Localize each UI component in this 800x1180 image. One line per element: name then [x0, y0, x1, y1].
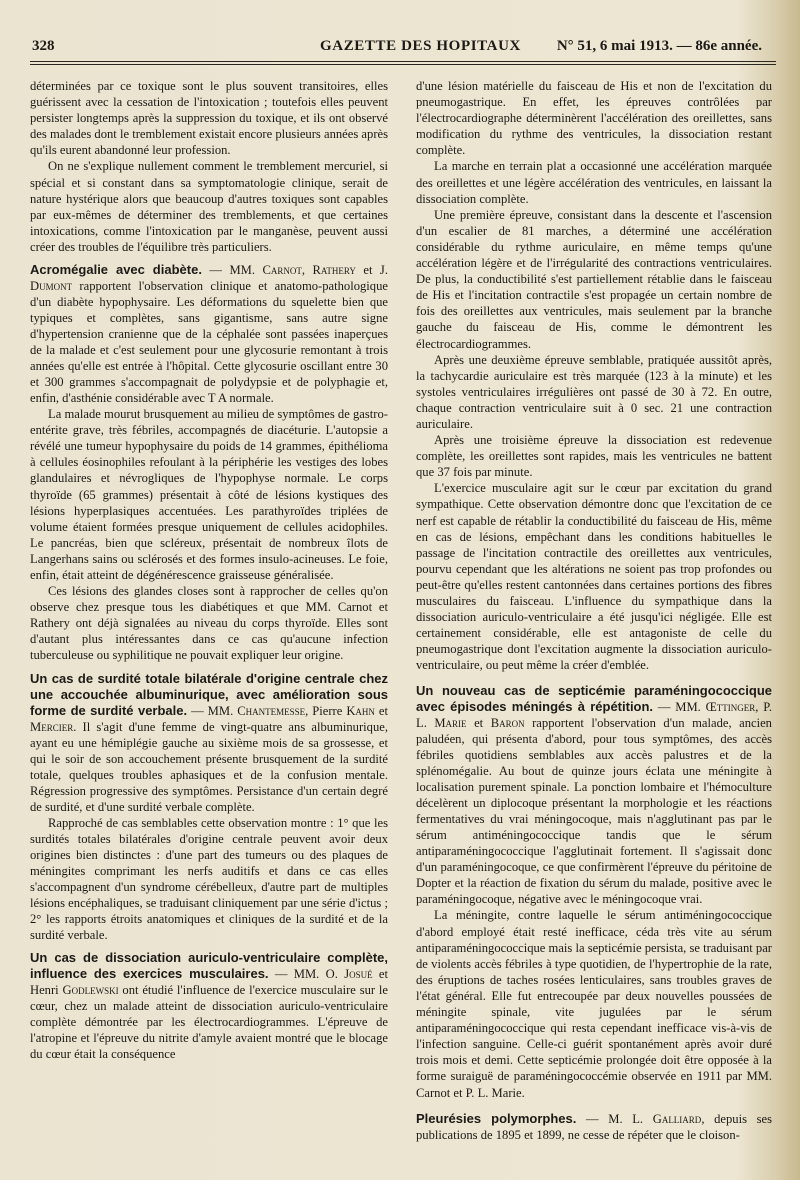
- page-header: [30, 36, 772, 60]
- authors: Josué: [344, 967, 373, 982]
- authors: Galliard: [652, 1111, 702, 1126]
- issue-info: N° 51, 6 mai 1913. — 86e année.: [556, 38, 762, 54]
- heading-dash: — MM.: [187, 703, 238, 718]
- header-rule: [30, 61, 776, 62]
- section-pleuresies: [416, 1111, 772, 1143]
- paragraph-text: rapportent l'observation d'un malade, ancien paludéen, qui présenta d'abord, pour tous symptômes, des accès fébriles quotidiens semblables aux accès palustres et de la splénomégalie. Au bout de quinze jours éclata une méningite à localisation purement spinale. La ponction lombaire et l'hémoculture décelèrent un diplocoque présentant la morphologie et les réactions fermentatives du vrai méningocoque, mais n'agglutinant pas par le sérum antiméningococcique tandis que le sérum antiparaméningococcique l'agglutinait fortement. Il s'agissait donc d'un paraméningocoque, ce que confirmèrent l'épreuve du péritoine de Dopter et la réaction de fixation du sérum du malade, positive avec le paraméningocoque, négative avec le méningocoque vrai.: [416, 716, 772, 907]
- paragraph: Après une troisième épreuve la dissociation est redevenue complète, les oreillettes sont rapides, mais les ventricules ne battent que 37 fois par minute.: [416, 433, 772, 480]
- section-heading: Un cas de dissociation auriculo-ventriculaire complète, influence des exercices musculaires.: [30, 950, 388, 982]
- header-rule-double: [30, 64, 776, 65]
- paragraph-text: . Il s'agit d'une femme de vingt-quatre ans albuminurique, ayant eu une hémiplégie gauche au sixième mois de sa grossesse, et qui le soir de son accouchement présente brusquement de la surdité totale, quelques troubles aphasiques et de la confusion mentale. Régression progressive des symptômes. Persistance d'un certain degré de surdité, et d'une surdité verbale complète.: [30, 719, 388, 814]
- paragraph: L'exercice musculaire agit sur le cœur par excitation du grand sympathique. Cette observation démontre donc que l'excitation de ce nerf est capable de rétablir la conductibilité du faisceau de His, même en cas de lésions, empêchant dans les conditions habituelles le passage de l'incitation contractile des oreillettes aux ventricules, pourvu cependant que les altérations ne soient pas trop profondes ou peut-être qu'elles restent cantonnées dans certaines portions des fibres musculaires du faisceau. L'influence du sympathique dans la dissociation auriculo-ventriculaire a été jusqu'ici négligée. Elle est certainement considérable, elle est antagoniste de celle du pneumogastrique dont l'excitation augmente la dissociation auriculo-ventriculaire, ou peut même la créer d'emblée.: [416, 481, 772, 673]
- authors: Chantemesse: [237, 703, 306, 718]
- right-column: [416, 78, 772, 1143]
- section-surdite: [30, 671, 388, 815]
- authors: Kahn: [346, 703, 375, 718]
- authors: Œttinger: [705, 700, 756, 715]
- journal-title: GAZETTE DES HOPITAUX: [320, 38, 521, 54]
- authors: Carnot, Rathery: [262, 263, 356, 278]
- section-heading: Pleurésies polymorphes.: [416, 1110, 577, 1126]
- paragraph: Rapproché de cas semblables cette observation montre : 1° que les surdités totales bilatérales d'origine centrale peuvent avoir deux origines bien distinctes : d'une part des tumeurs ou des plaques de méningites comprimant les nerfs auditifs et dans ce cas elles s'accompagnent d'un syndrome cérébelleux, d'autre part de multiples lésions encéphaliques, se traduisant cliniquement par une série d'ictus ; 2° les rapports étroits anatomiques et cliniques de la surdité et de la surdité verbale.: [30, 815, 388, 943]
- heading-dash: — MM. O.: [268, 967, 345, 982]
- paragraph: Ces lésions des glandes closes sont à rapprocher de celles qu'on observe chez presque tous les diabétiques et que MM. Carnot et Rathery ont déjà signalées au niveau du corps thyroïde. Elles sont d'autant plus intéressantes dans ce cas qu'aucune infection tuberculeuse ou syphilitique ne pouvait expliquer leur origine.: [30, 584, 388, 663]
- section-heading: Un nouveau cas de septicémie paraméningococcique avec épisodes méningés à répétition.: [416, 683, 772, 715]
- text-fragment: et: [374, 703, 388, 718]
- paragraph: La méningite, contre laquelle le sérum antiméningococcique d'abord employé était resté inefficace, céda très vite au sérum antiparaméningococcique mais la septicémie persista, se traduisant par de violents accès fébriles à type quotidien, de l'hypertrophie de la rate, des éruptions de taches rosées lenticulaires, sans troubles graves de l'état général. Elle fut entrecoupée par deux nouvelles poussées de méningite spinale, vite jugulées par le sérum antiparaméningococcique qui resta cependant inefficace vis-à-vis de l'infection sanguine. Celle-ci guérit spontanément après avoir duré trois mois et demi. Cette septicémie prolongée doit être opposée à la forme suraiguë de paraméningococcémie observée en 1911 par MM. Carnot et P. L. Marie.: [416, 908, 772, 1100]
- text-fragment: et: [466, 716, 491, 731]
- paragraph: Une première épreuve, consistant dans la descente et l'ascension d'un escalier de 81 marches, a déterminé une accélération considérable du rythme auriculaire, en même temps qu'une accélération légère et de l'irrégularité des contractions ventriculaires. De plus, la conductibilité s'est partiellement rétablie dans le faisceau de His et l'incitation contractile s'est propagée un certain nombre de fois des oreillettes aux ventricules, mais seulement par la branche gauche du faisceau de His, comme le démontrent les électrocardiogrammes.: [416, 207, 772, 351]
- section-acromegalie: [30, 262, 388, 406]
- paragraph: d'une lésion matérielle du faisceau de His et non de l'excitation du pneumogastrique. En effet, les épreuves contrôlées par l'électrocardiographe déterminèrent l'accélération des oreillettes, sans modification du rythme des ventricules, la dissociation restant complète.: [416, 79, 772, 158]
- section-heading: Acromégalie avec diabète.: [30, 262, 202, 278]
- paragraph-text: rapportent l'observation clinique et anatomo-pathologique d'un diabète hypophysaire. Les déformations du squelette bien que typiques et complètes, sans gigantisme, sans autre signe d'hypertension cranienne que de la céphalée sont passées inaperçues de la malade et c'est seulement pour une glycosurie remontant à trois années qu'elle est entrée à l'hôpital. Cette glycosurie oscillant entre 30 et 300 grammes s'accompagnait de polydypsie et de polyphagie et, enfin, d'asthénie considérable avec T A normale.: [30, 279, 388, 406]
- heading-dash: — M. L.: [576, 1111, 653, 1126]
- authors: Mercier: [30, 719, 74, 734]
- heading-dash: — MM.: [201, 263, 263, 278]
- page-number: 328: [32, 38, 55, 54]
- authors: Marie: [434, 716, 467, 731]
- authors: Baron: [490, 716, 525, 731]
- left-column: [30, 78, 388, 1062]
- paragraph: La malade mourut brusquement au milieu de symptômes de gastro-entérite grave, très fébriles, accompagnés de diacéturie. L'autopsie a révélé une tumeur hypophysaire du poids de 14 grammes, épithélioma à cellules éosinophiles refoulant à la périphérie les vestiges des lobes glandulaires et névrogliques de l'hypophyse normale. Le corps thyroïde (65 grammes) présentait à côté de lésions kystiques des lésions hyperplasiques accentuées. Les parathyroïdes triplées de volume étaient formées presque uniquement de cellules acidophiles. Le pancréas, bien que scléreux, présentait de nombreux îlots de Langerhans sains ou sclérosés et des formes insulo-acineuses. Le foie, enfin, était atteint de dégénérescence graisseuse généralisée.: [30, 407, 388, 582]
- paragraph: On ne s'explique nullement comment le tremblement mercuriel, si spécial et si constant dans sa symptomatologie clinique, serait de nature hystérique alors que beaucoup d'autres toxiques sont capables par eux-mêmes de déterminer des tremblements, et que certaines intoxications, comme l'intoxication par le manganèse, peuvent aussi créer des troubles de l'équilibre très particuliers.: [30, 159, 388, 254]
- authors: Godlewski: [62, 983, 119, 998]
- paragraph: déterminées par ce toxique sont le plus souvent transitoires, elles guérissent avec la cessation de l'intoxication ; toutefois elles peuvent persister longtemps après la suppression du toxique, et ils ont observé des malades dont le tremblement existait encore plusieurs années après qu'ils eurent abandonné leur profession.: [30, 79, 388, 158]
- paragraph-text: ont étudié l'influence de l'exercice musculaire sur le cœur, chez un malade atteint de dissociation auriculo-ventriculaire complète démontrée par les électrocardiogrammes. L'épreuve de l'atropine et l'épreuve du nitrite d'amyle avaient montré que le blocage du cœur était la conséquence: [30, 983, 388, 1062]
- paragraph: La marche en terrain plat a occasionné une accélération marquée des oreillettes et une légère accélération des ventricules, en laissant la dissociation complète.: [416, 159, 772, 206]
- section-dissociation: [30, 950, 388, 1062]
- heading-dash: — MM.: [653, 700, 706, 715]
- paragraph-text: , depuis ses publications de 1895 et 1899, ne cesse de répéter que le cloison-: [416, 1111, 773, 1142]
- text-fragment: et Henri: [30, 967, 388, 998]
- section-septicemie: [416, 683, 772, 907]
- paragraph: Après une deuxième épreuve semblable, pratiquée aussitôt après, la tachycardie auriculaire est très marquée (123 à la minute) et les systoles ventriculaires irrégulières ont passé de 30 à 72. En outre, chaque contraction ventriculaire suit à 0 sec. 21 une contraction auriculaire.: [416, 352, 772, 431]
- text-fragment: , Pierre: [305, 703, 347, 718]
- text-fragment: et J.: [355, 263, 388, 278]
- text-fragment: , P. L.: [416, 700, 772, 731]
- section-heading: Un cas de surdité totale bilatérale d'origine centrale chez une accouchée albuminurique, avec amélioration sous forme de surdité verbale.: [30, 670, 388, 718]
- authors: Dumont: [30, 279, 73, 294]
